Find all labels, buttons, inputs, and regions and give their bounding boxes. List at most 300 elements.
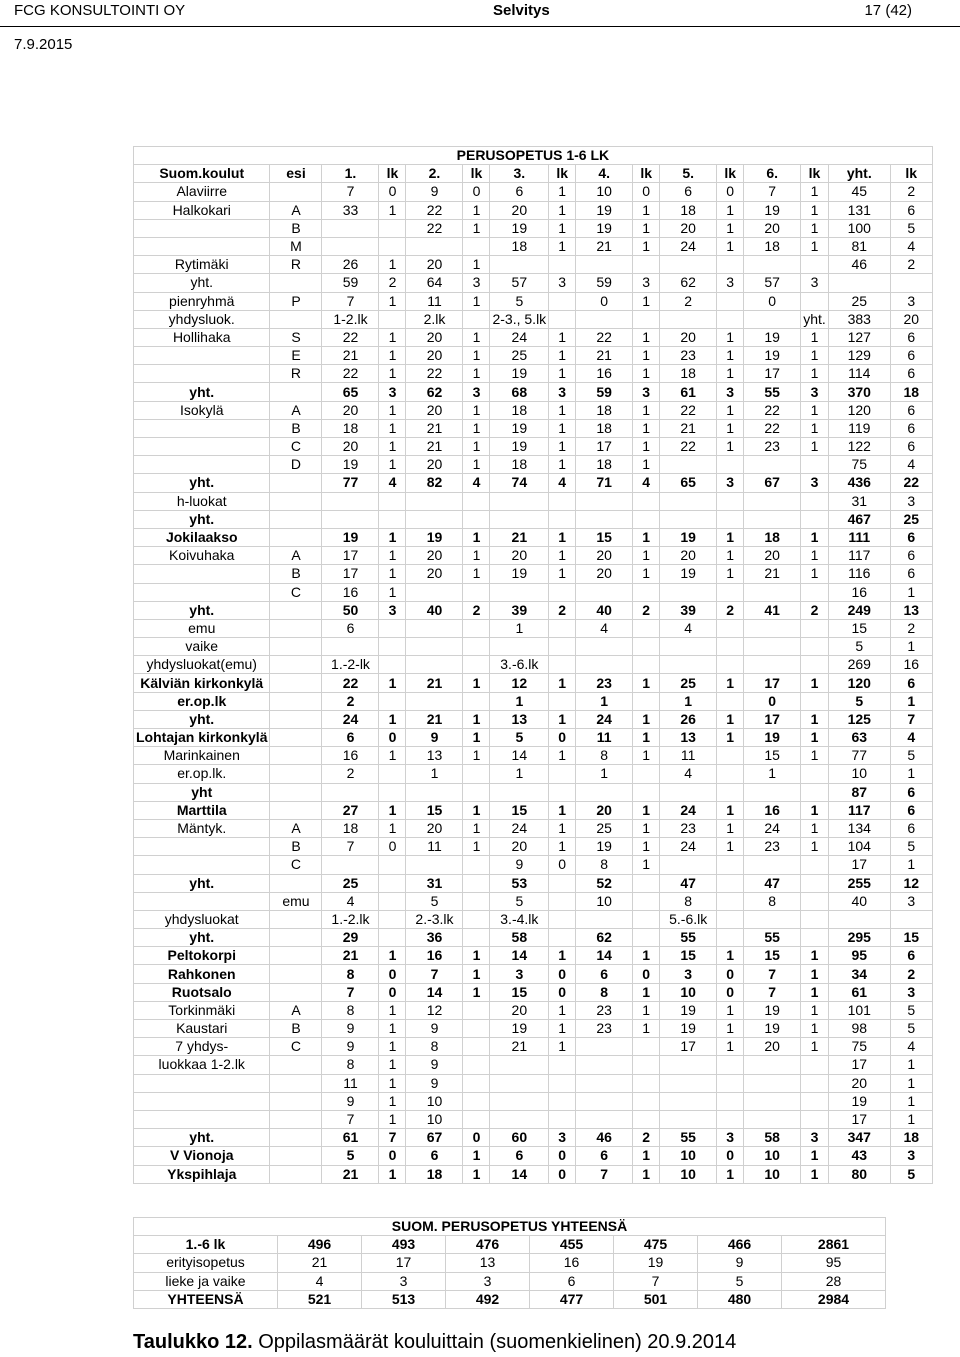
table-row	[134, 510, 933, 528]
table-cell: 9	[490, 856, 549, 874]
table-cell: Kaustari	[134, 1020, 270, 1038]
table-cell	[801, 874, 829, 892]
table-cell: 16	[890, 656, 932, 674]
table-cell	[549, 783, 576, 801]
table-cell: C	[270, 856, 322, 874]
table-cell: 33	[322, 201, 379, 219]
table-cell: 383	[828, 310, 890, 328]
table-cell: 0	[549, 729, 576, 747]
table-cell	[379, 874, 406, 892]
table-cell	[801, 638, 829, 656]
table-row	[134, 729, 933, 747]
table-cell	[490, 510, 549, 528]
table-cell: 1	[549, 401, 576, 419]
table-cell: 20	[576, 547, 633, 565]
table-cell	[744, 583, 801, 601]
table-row	[134, 292, 933, 310]
table-cell	[576, 910, 633, 928]
table-cell: yht.	[134, 383, 270, 401]
table-cell	[406, 510, 463, 528]
table-cell	[633, 1110, 660, 1128]
table-cell: 17	[576, 438, 633, 456]
table-cell	[717, 892, 744, 910]
table-cell: 1	[549, 456, 576, 474]
table-cell: 11	[406, 292, 463, 310]
table-cell: 7	[576, 1165, 633, 1183]
table-cell: 4	[463, 474, 490, 492]
table-cell: 0	[744, 292, 801, 310]
table-row	[134, 547, 933, 565]
table-cell: 1.-6 lk	[134, 1236, 278, 1254]
table-cell	[490, 1092, 549, 1110]
table-cell	[828, 910, 890, 928]
table-cell	[270, 747, 322, 765]
table-cell: R	[270, 365, 322, 383]
table-cell	[549, 1056, 576, 1074]
table-cell: 3	[549, 274, 576, 292]
table-cell	[801, 583, 829, 601]
table-cell: 6	[890, 365, 932, 383]
table-cell: 17	[828, 856, 890, 874]
table-row	[134, 1165, 933, 1183]
table-cell: Marinkainen	[134, 747, 270, 765]
table-cell: 22	[406, 365, 463, 383]
table-cell: 1	[633, 419, 660, 437]
table-cell	[744, 1092, 801, 1110]
table-cell: 20	[322, 401, 379, 419]
table-cell	[463, 1092, 490, 1110]
table-cell	[717, 856, 744, 874]
table-cell	[717, 765, 744, 783]
table-cell: 5	[890, 1165, 932, 1183]
table-cell	[576, 510, 633, 528]
table-cell: 1	[379, 747, 406, 765]
table-cell: 15	[660, 947, 717, 965]
table-cell: 1	[801, 747, 829, 765]
table-cell	[633, 1056, 660, 1074]
table-cell: 2.	[406, 165, 463, 183]
table-cell: 1	[717, 565, 744, 583]
table-cell: 5	[490, 892, 549, 910]
table-cell: PERUSOPETUS 1-6 LK	[134, 147, 933, 165]
table-cell: 6	[890, 201, 932, 219]
table-cell: 1	[717, 801, 744, 819]
table-cell: 15	[406, 801, 463, 819]
table-row	[134, 419, 933, 437]
table-cell: 122	[828, 438, 890, 456]
table-cell: 17	[322, 565, 379, 583]
table-cell: 1	[717, 438, 744, 456]
table-cell: B	[270, 1020, 322, 1038]
table-cell: 21	[490, 528, 549, 546]
table-cell: 3	[362, 1272, 446, 1290]
table-cell: 1	[379, 528, 406, 546]
table-cell: 2	[660, 292, 717, 310]
table-cell: 1	[633, 1020, 660, 1038]
table-cell: 18	[490, 456, 549, 474]
table-cell: 104	[828, 838, 890, 856]
table-cell: 1	[717, 401, 744, 419]
table-cell	[660, 583, 717, 601]
table-cell	[549, 492, 576, 510]
table-cell	[576, 638, 633, 656]
table-cell	[134, 456, 270, 474]
table-cell: 61	[828, 983, 890, 1001]
table-cell: 18	[744, 528, 801, 546]
table-cell: 1	[379, 547, 406, 565]
table-cell: 1	[549, 1038, 576, 1056]
table-cell	[717, 783, 744, 801]
table-cell: 5	[322, 1147, 379, 1165]
table-cell: 1	[633, 819, 660, 837]
table-cell: 0	[717, 983, 744, 1001]
table-cell: 4	[549, 474, 576, 492]
table-cell	[717, 510, 744, 528]
table-cell	[801, 856, 829, 874]
table-cell: 1	[801, 347, 829, 365]
table-cell	[270, 1129, 322, 1147]
table-cell: 16	[406, 947, 463, 965]
table-cell: 5	[490, 292, 549, 310]
table-cell: 1	[549, 365, 576, 383]
table-cell: 17	[828, 1056, 890, 1074]
table-cell: 119	[828, 419, 890, 437]
table-cell: C	[270, 1038, 322, 1056]
table-cell: 7 yhdys-	[134, 1038, 270, 1056]
table-cell: 23	[744, 838, 801, 856]
table-cell: 21	[406, 710, 463, 728]
table-cell	[463, 783, 490, 801]
table-cell: 1	[379, 801, 406, 819]
table-cell: 15	[744, 747, 801, 765]
table-cell: 1	[463, 947, 490, 965]
table-cell	[490, 256, 549, 274]
caption-text: Oppilasmäärät kouluittain (suomenkielinen) 20.9.2014	[252, 1331, 737, 1353]
table-cell: 1	[633, 292, 660, 310]
table-cell: 20	[490, 1001, 549, 1019]
table-cell	[549, 510, 576, 528]
table-cell	[660, 656, 717, 674]
table-cell: 19	[660, 1001, 717, 1019]
table-cell: 1	[463, 747, 490, 765]
table-cell: 28	[782, 1272, 886, 1290]
table-cell	[549, 874, 576, 892]
table-cell: 17	[660, 1038, 717, 1056]
table-cell: 7	[322, 183, 379, 201]
table-cell: 2.-3.lk	[406, 910, 463, 928]
table-cell: 8	[322, 965, 379, 983]
table-cell: 1	[633, 328, 660, 346]
table-cell: 4	[890, 1038, 932, 1056]
table-cell: C	[270, 438, 322, 456]
table-cell: 12	[490, 674, 549, 692]
table-cell	[633, 765, 660, 783]
table-cell: 4	[278, 1272, 362, 1290]
table-caption	[133, 1331, 736, 1354]
table-cell: 1	[801, 674, 829, 692]
table-cell: Suom.koulut	[134, 165, 270, 183]
table-cell	[717, 492, 744, 510]
table-cell: Torkinmäki	[134, 1001, 270, 1019]
table-cell: 62	[660, 274, 717, 292]
table-cell: 60	[490, 1129, 549, 1147]
table-cell	[270, 910, 322, 928]
table-cell	[134, 1074, 270, 1092]
table-cell: 67	[406, 1129, 463, 1147]
table-cell: 13	[890, 601, 932, 619]
table-cell: 98	[828, 1020, 890, 1038]
table-cell: 1	[549, 201, 576, 219]
table-cell: 347	[828, 1129, 890, 1147]
table-cell	[270, 801, 322, 819]
table-cell: 16	[828, 583, 890, 601]
table-cell: 1	[490, 692, 549, 710]
table-cell: 5	[890, 838, 932, 856]
table-cell: 1	[717, 1001, 744, 1019]
table-cell	[801, 619, 829, 637]
table-row	[134, 1272, 886, 1290]
table-cell: 0	[549, 983, 576, 1001]
table-cell: 1	[717, 1165, 744, 1183]
table-cell: 1	[717, 547, 744, 565]
table-cell: Rahkonen	[134, 965, 270, 983]
table-cell	[270, 1092, 322, 1110]
table-cell: er.op.lk.	[134, 765, 270, 783]
table-cell	[801, 1110, 829, 1128]
table-cell	[744, 656, 801, 674]
table-row	[134, 183, 933, 201]
table-cell: 134	[828, 819, 890, 837]
table-cell: 3	[549, 1129, 576, 1147]
table-cell: 0	[744, 692, 801, 710]
table-cell: 1	[633, 947, 660, 965]
table-cell: 23	[660, 347, 717, 365]
table-cell	[549, 310, 576, 328]
table-row	[134, 365, 933, 383]
table-cell: 8	[576, 747, 633, 765]
table-cell: 127	[828, 328, 890, 346]
table-cell: 6	[322, 729, 379, 747]
table-cell: 295	[828, 929, 890, 947]
table-cell	[463, 874, 490, 892]
table-cell: 20	[660, 328, 717, 346]
table-cell: 1	[660, 692, 717, 710]
table-cell: 40	[576, 601, 633, 619]
table-cell: 10	[744, 1147, 801, 1165]
table-cell: 17	[322, 547, 379, 565]
table-cell: 21	[576, 347, 633, 365]
table-cell: 8	[322, 1001, 379, 1019]
table-cell: 4	[379, 474, 406, 492]
table-cell: 21	[406, 438, 463, 456]
table-cell: yht.	[134, 1129, 270, 1147]
table-cell: B	[270, 838, 322, 856]
table-cell: 2	[890, 256, 932, 274]
table-cell	[490, 783, 549, 801]
table-cell	[270, 183, 322, 201]
table-cell: 6	[406, 1147, 463, 1165]
table-cell	[379, 219, 406, 237]
table-cell: 20	[406, 547, 463, 565]
table-cell: 6	[530, 1272, 614, 1290]
table-row	[134, 201, 933, 219]
table-cell	[801, 910, 829, 928]
table-cell	[549, 892, 576, 910]
table-cell: 1	[717, 819, 744, 837]
table-row	[134, 1147, 933, 1165]
table-cell: 9	[322, 1038, 379, 1056]
table-cell: 23	[576, 674, 633, 692]
table-cell	[379, 619, 406, 637]
table-cell	[463, 583, 490, 601]
table-cell: 23	[660, 819, 717, 837]
table-cell: 116	[828, 565, 890, 583]
table-cell: 1-2.lk	[322, 310, 379, 328]
table-cell: 22	[744, 401, 801, 419]
table-cell: emu	[134, 619, 270, 637]
table-cell	[828, 274, 890, 292]
table-cell: 1	[549, 565, 576, 583]
table-cell	[717, 1074, 744, 1092]
table-cell: 1	[801, 401, 829, 419]
table-cell: 249	[828, 601, 890, 619]
table-cell	[633, 656, 660, 674]
table-cell: emu	[270, 892, 322, 910]
table-cell: 20	[660, 219, 717, 237]
table-cell: 20	[406, 401, 463, 419]
table-cell	[549, 292, 576, 310]
table-cell	[801, 1074, 829, 1092]
table-cell: Ruotsalo	[134, 983, 270, 1001]
table-cell	[717, 747, 744, 765]
table-cell: 1	[633, 365, 660, 383]
table-cell: 2	[890, 619, 932, 637]
table-cell: 16	[530, 1254, 614, 1272]
table-cell: 1	[549, 547, 576, 565]
table-cell: 10	[660, 983, 717, 1001]
table-cell: 1	[890, 1092, 932, 1110]
table-cell: 18	[576, 401, 633, 419]
table-cell: 8	[576, 983, 633, 1001]
table-cell: 87	[828, 783, 890, 801]
table-cell: 9	[322, 1020, 379, 1038]
table-cell: 41	[744, 601, 801, 619]
table-cell: 2	[717, 601, 744, 619]
table-cell: 114	[828, 365, 890, 383]
table-cell: 29	[322, 929, 379, 947]
table-row	[134, 165, 933, 183]
table-cell: 19	[490, 565, 549, 583]
table-cell: 1	[379, 710, 406, 728]
table-cell: 9	[406, 1074, 463, 1092]
table-cell: 10	[660, 1165, 717, 1183]
table-cell: 7	[744, 983, 801, 1001]
table-cell: 75	[828, 456, 890, 474]
table-cell: 19	[660, 528, 717, 546]
table-cell	[549, 583, 576, 601]
table-row	[134, 965, 933, 983]
page-number: 17 (42)	[864, 2, 912, 19]
table-cell: 16	[744, 801, 801, 819]
table-cell	[744, 1056, 801, 1074]
table-cell: 47	[744, 874, 801, 892]
table-cell	[744, 456, 801, 474]
table-cell: 6	[890, 328, 932, 346]
table-cell	[801, 492, 829, 510]
table-cell: 0	[379, 983, 406, 1001]
table-cell	[801, 783, 829, 801]
table-cell: 20	[744, 547, 801, 565]
table-row	[134, 929, 933, 947]
table-cell: 22	[322, 328, 379, 346]
table-cell: 501	[614, 1290, 698, 1308]
table-cell: 269	[828, 656, 890, 674]
table-cell: 467	[828, 510, 890, 528]
table-cell	[270, 492, 322, 510]
table-cell: 21	[490, 1038, 549, 1056]
table-cell	[270, 310, 322, 328]
table-cell: 18	[576, 456, 633, 474]
table-cell	[576, 256, 633, 274]
table-cell	[270, 510, 322, 528]
table-cell	[490, 1110, 549, 1128]
table-cell	[379, 692, 406, 710]
table-cell	[576, 492, 633, 510]
table-cell: 27	[322, 801, 379, 819]
table-cell: 0	[379, 183, 406, 201]
table-cell	[717, 638, 744, 656]
table-cell: 2861	[782, 1236, 886, 1254]
table-cell: 19	[744, 729, 801, 747]
table-cell	[717, 619, 744, 637]
table-cell: 1	[463, 401, 490, 419]
table-cell: 1	[549, 1001, 576, 1019]
table-cell: 0	[549, 856, 576, 874]
table-cell	[463, 492, 490, 510]
table-cell	[633, 510, 660, 528]
table-cell: 1	[549, 438, 576, 456]
table-cell: 12	[406, 1001, 463, 1019]
table-cell: 1	[717, 947, 744, 965]
table-cell: 13	[446, 1254, 530, 1272]
table-cell	[801, 1092, 829, 1110]
table-cell: Mäntyk.	[134, 819, 270, 837]
table-row	[134, 1290, 886, 1308]
table-cell: 47	[660, 874, 717, 892]
table-cell: 20	[406, 565, 463, 583]
table-cell	[322, 783, 379, 801]
table-cell: 20	[744, 219, 801, 237]
table-cell: 6	[890, 547, 932, 565]
table-cell: 3	[890, 892, 932, 910]
table-cell: 1	[890, 638, 932, 656]
table-cell: 31	[828, 492, 890, 510]
table-cell: 16	[322, 747, 379, 765]
table-cell: 13	[406, 747, 463, 765]
table-row	[134, 983, 933, 1001]
table-cell: 1	[463, 256, 490, 274]
table-cell: 1	[463, 456, 490, 474]
table-cell: 1	[717, 219, 744, 237]
table-row	[134, 583, 933, 601]
table-cell: 1	[801, 438, 829, 456]
table-cell: 1	[801, 219, 829, 237]
table-cell: 1	[379, 1020, 406, 1038]
table-cell: 1	[801, 1038, 829, 1056]
table-cell: 6	[660, 183, 717, 201]
table-cell: 1	[463, 219, 490, 237]
table-cell: 120	[828, 674, 890, 692]
